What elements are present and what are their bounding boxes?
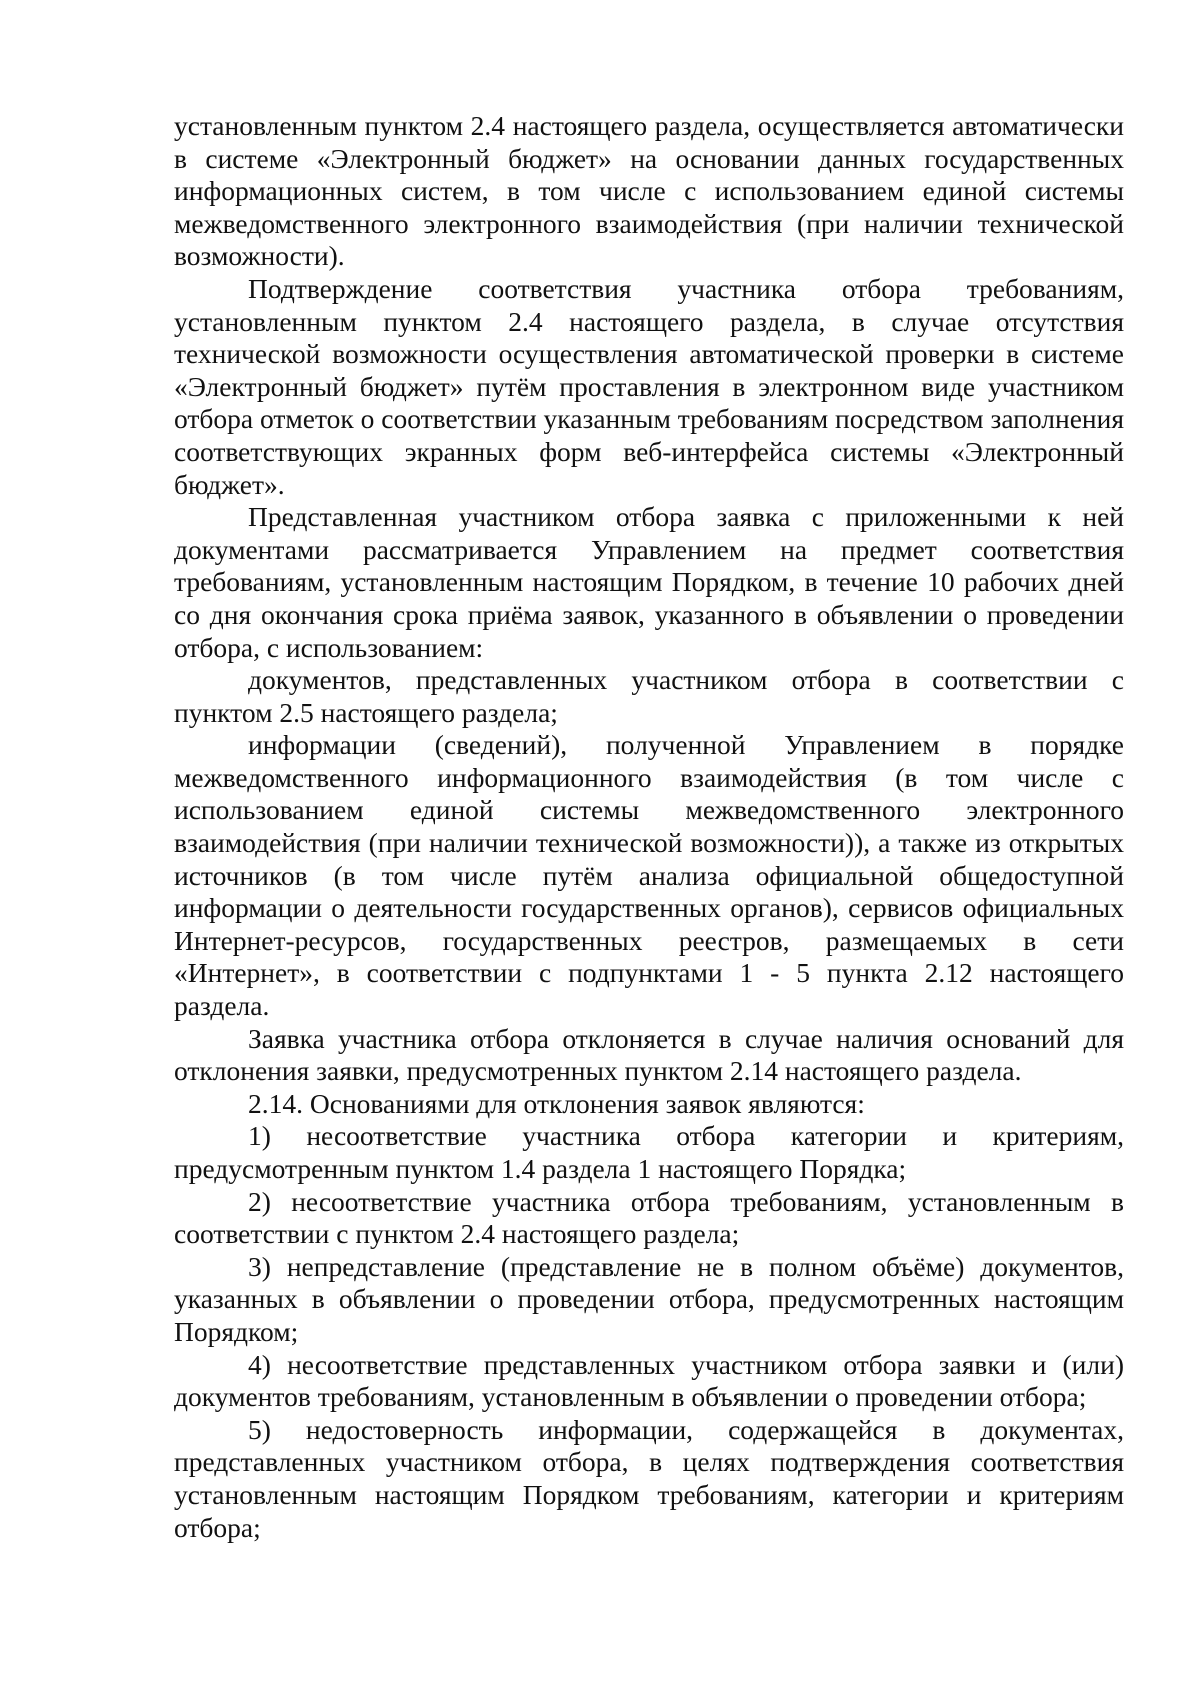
list-item-5: 5) недостоверность информации, содержащейся в документах, представленных участником отбора, в целях подтверждения соответствия установленным настоящим Порядком требованиям, категории и критериям отбора; bbox=[174, 1413, 1124, 1543]
paragraph-documents: документов, представленных участником отбора в соответствии с пунктом 2.5 настоящего раздела; bbox=[174, 664, 1124, 728]
paragraph-information: информации (сведений), полученной Управлением в порядке межведомственного информационного взаимодействия (в том числе с использованием единой системы межведомственного электронного взаимодействия (при наличии технической возможности)), а также из открытых источников (в том числе путём анализа официальной общедоступной информации о деятельности государственных органов), сервисов официальных Интернет-ресурсов, государственных реестров, размещаемых в сети «Интернет», в соответствии с подпунктами 1 - 5 пункта 2.12 настоящего раздела. bbox=[174, 729, 1124, 1022]
paragraph-continuation: установленным пунктом 2.4 настоящего раздела, осуществляется автоматически в системе «Электронный бюджет» на основании данных государственных информационных систем, в том числе с использованием единой системы межведомственного электронного взаимодействия (при наличии технической возможности). bbox=[174, 110, 1124, 272]
paragraph-rejection: Заявка участника отбора отклоняется в случае наличия оснований для отклонения заявки, предусмотренных пунктом 2.14 настоящего раздела. bbox=[174, 1022, 1124, 1087]
list-item-2: 2) несоответствие участника отбора требованиям, установленным в соответствии с пунктом 2.4 настоящего раздела; bbox=[174, 1185, 1124, 1250]
paragraph-application-review: Представленная участником отбора заявка с приложенными к ней документами рассматривается Управлением на предмет соответствия требованиям, установленным настоящим Порядком, в течение 10 рабочих дней со дня окончания срока приёма заявок, указанного в объявлении о проведении отбора, с использованием: bbox=[174, 501, 1124, 663]
paragraph-confirmation: Подтверждение соответствия участника отбора требованиям, установленным пунктом 2.4 настоящего раздела, в случае отсутствия технической возможности осуществления автоматической проверки в системе «Электронный бюджет» путём проставления в электронном виде участником отбора отметок о соответствии указанным требованиям посредством заполнения соответствующих экранных форм веб-интерфейса системы «Электронный бюджет». bbox=[174, 272, 1124, 500]
list-item-4: 4) несоответствие представленных участником отбора заявки и (или) документов требованиям, установленным в объявлении о проведении отбора; bbox=[174, 1348, 1124, 1413]
list-item-1: 1) несоответствие участника отбора категории и критериям, предусмотренным пунктом 1.4 раздела 1 настоящего Порядка; bbox=[174, 1120, 1124, 1184]
list-item-3: 3) непредставление (представление не в полном объёме) документов, указанных в объявлении о проведении отбора, предусмотренных настоящим Порядком; bbox=[174, 1250, 1124, 1347]
document-page bbox=[174, 110, 1124, 1544]
paragraph-section-2-14: 2.14. Основаниями для отклонения заявок являются: bbox=[248, 1087, 865, 1119]
